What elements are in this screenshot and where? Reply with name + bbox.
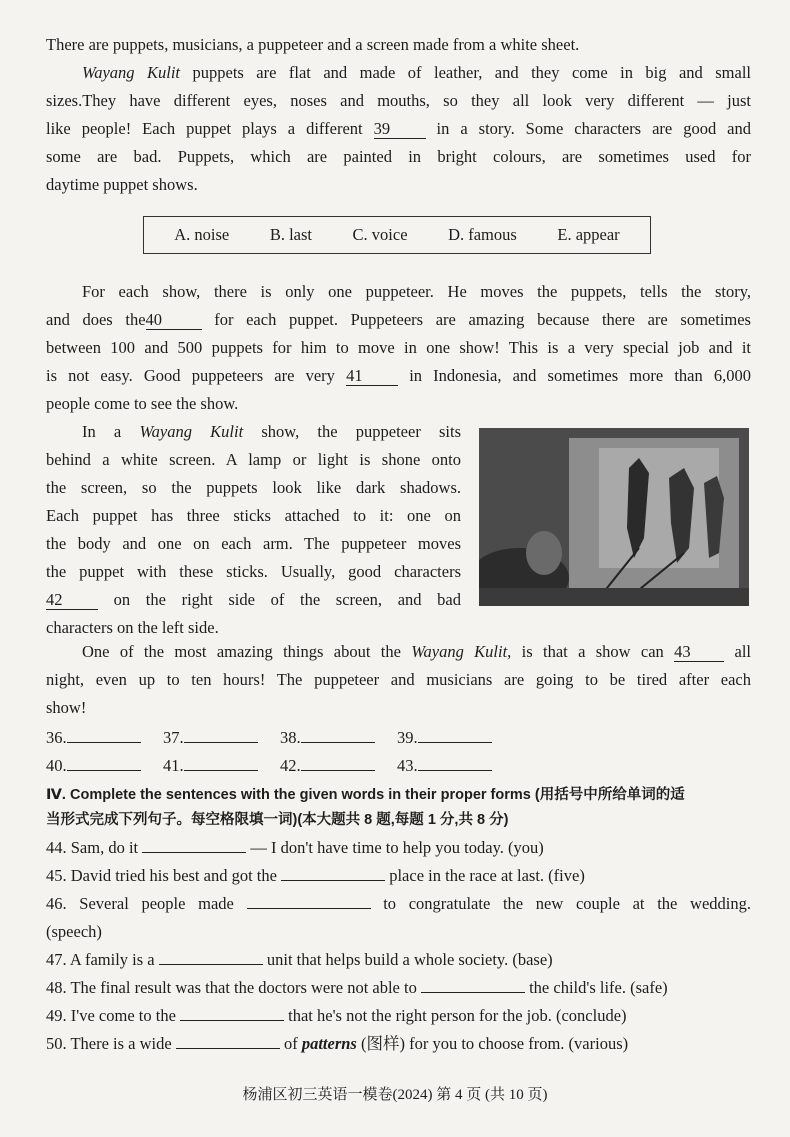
blank-48[interactable] — [421, 992, 525, 993]
passage-line — [82, 281, 751, 303]
section-heading: Ⅳ. Complete the sentences with the given words in their proper forms (用括号中所给单词的适 — [46, 787, 685, 803]
passage-line — [82, 421, 461, 443]
passage-line — [46, 561, 461, 583]
passage-text: for each puppet. Puppeteers are amazing because there are sometimes — [201, 310, 751, 329]
passage-text: show, the puppeteer sits — [243, 422, 462, 441]
passage-text: , is that a show can — [507, 642, 675, 661]
blank-50[interactable] — [176, 1048, 280, 1049]
passage-text: all — [724, 642, 751, 661]
passage-text: the puppet with these sticks. Usually, good characters — [46, 562, 461, 581]
section-heading: 当形式完成下列句子。每空格限填一词)(本大题共 8 题,每题 1 分,共 8 分) — [46, 812, 509, 828]
passage-line — [46, 697, 751, 719]
passage-text: between 100 and 500 puppets for him to move in one show! This is a very special job and it — [46, 338, 751, 357]
passage-line — [46, 174, 751, 196]
puppet-photo-illustration — [479, 428, 749, 606]
answer-slot: 40. — [46, 755, 141, 777]
option-d: D. famous — [448, 225, 517, 244]
blank-45[interactable] — [281, 880, 385, 881]
blank-42[interactable]: 42 — [46, 591, 98, 610]
passage-text: daytime puppet shows. — [46, 175, 198, 194]
passage-text: One of the most amazing things about the — [82, 642, 412, 661]
passage-text: Each puppet has three sticks attached to it: one on — [46, 506, 461, 525]
passage-text: sizes.They have different eyes, noses and mouths, so they all look very different — just — [46, 91, 751, 110]
passage-text: the body and one on each arm. The puppeteer moves — [46, 534, 461, 553]
passage-line — [46, 337, 751, 359]
title-italic: Wayang Kulit — [82, 63, 181, 82]
title-italic: Wayang Kulit — [411, 642, 508, 661]
passage-text: night, even up to ten hours! The puppeteer and musicians are going to be tired after each — [46, 670, 751, 689]
answer-slot: 39. — [397, 727, 492, 749]
blank-46[interactable] — [247, 908, 371, 909]
passage-line — [46, 617, 751, 639]
answer-blank-36[interactable] — [67, 742, 141, 743]
blank-43[interactable]: 43 — [674, 643, 724, 662]
answer-slot: 41. — [163, 755, 258, 777]
answer-blank-42[interactable] — [301, 770, 375, 771]
title-italic: Wayang Kulit — [139, 422, 244, 441]
answer-slot: 38. — [280, 727, 375, 749]
passage-text: in a story. Some characters are good and — [425, 119, 751, 138]
options-box — [143, 216, 651, 254]
passage-line — [46, 589, 461, 611]
passage-line — [46, 90, 751, 112]
blank-40[interactable]: 40 — [146, 311, 202, 330]
passage-line — [46, 34, 751, 56]
question-50: 50. There is a wide of patterns (图样) for you to choose from. (various) — [46, 1034, 629, 1053]
passage-line — [46, 449, 461, 471]
passage-text: puppets are flat and made of leather, and they come in big and small — [180, 63, 752, 82]
answer-slot: 42. — [280, 755, 375, 777]
passage-text: people come to see the show. — [46, 394, 239, 413]
passage-line — [46, 393, 751, 415]
question-48: 48. The final result was that the doctors were not able to the child's life. (safe) — [46, 978, 668, 997]
question-49: 49. I've come to the that he's not the right person for the job. (conclude) — [46, 1006, 627, 1025]
passage-line — [46, 309, 751, 331]
answer-slot: 43. — [397, 755, 492, 777]
answer-blank-41[interactable] — [184, 770, 258, 771]
option-c: C. voice — [352, 225, 408, 244]
blank-44[interactable] — [142, 852, 246, 853]
passage-text: and does the — [46, 310, 146, 329]
answer-slot: 37. — [163, 727, 258, 749]
passage-text: the screen, so the puppets look like dark shadows. — [46, 478, 461, 497]
blank-47[interactable] — [159, 964, 263, 965]
question-46: 46. Several people made to congratulate the new couple at the wedding. — [46, 894, 751, 913]
passage-line — [46, 505, 461, 527]
question-44: 44. Sam, do it — I don't have time to help you today. (you) — [46, 838, 544, 857]
question-45: 45. David tried his best and got the place in the race at last. (five) — [46, 866, 585, 885]
passage-text: show! — [46, 698, 87, 717]
option-b: B. last — [269, 225, 312, 244]
answer-blank-40[interactable] — [67, 770, 141, 771]
passage-text: on the right side of the screen, and bad — [98, 590, 461, 609]
passage-text: like people! Each puppet plays a different — [46, 119, 374, 138]
answer-blank-39[interactable] — [418, 742, 492, 743]
passage-line — [46, 365, 751, 387]
passage-text: characters on the left side. — [46, 618, 219, 637]
passage-line — [46, 118, 751, 140]
passage-line — [46, 533, 461, 555]
answer-blank-38[interactable] — [301, 742, 375, 743]
answer-slot: 36. — [46, 727, 141, 749]
passage-line — [82, 62, 751, 84]
passage-line — [46, 669, 751, 691]
question-47: 47. A family is a unit that helps build a whole society. (base) — [46, 950, 553, 969]
page-footer: 杨浦区初三英语一模卷(2024) 第 4 页 (共 10 页) — [242, 1087, 548, 1103]
shadow-puppet-photo — [479, 428, 749, 606]
passage-text: There are puppets, musicians, a puppeteer and a screen made from a white sheet. — [46, 35, 580, 54]
answer-blank-43[interactable] — [418, 770, 492, 771]
passage-line — [82, 641, 751, 663]
question-46-cont: (speech) — [46, 922, 102, 941]
blank-41[interactable]: 41 — [346, 367, 398, 386]
blank-49[interactable] — [180, 1020, 284, 1021]
passage-line — [46, 477, 461, 499]
passage-text: In a — [82, 422, 140, 441]
passage-text: in Indonesia, and sometimes more than 6,000 — [398, 366, 751, 385]
answer-blank-37[interactable] — [184, 742, 258, 743]
passage-text: is not easy. Good puppeteers are very — [46, 366, 347, 385]
passage-line — [46, 146, 751, 168]
blank-39[interactable]: 39 — [374, 120, 426, 139]
passage-text: some are bad. Puppets, which are painted in bright colours, are sometimes used for — [46, 147, 751, 166]
passage-text: behind a white screen. A lamp or light is shone onto — [46, 450, 461, 469]
option-a: A. noise — [174, 225, 230, 244]
option-e: E. appear — [557, 225, 620, 244]
passage-text: For each show, there is only one puppeteer. He moves the puppets, tells the story, — [82, 282, 751, 301]
